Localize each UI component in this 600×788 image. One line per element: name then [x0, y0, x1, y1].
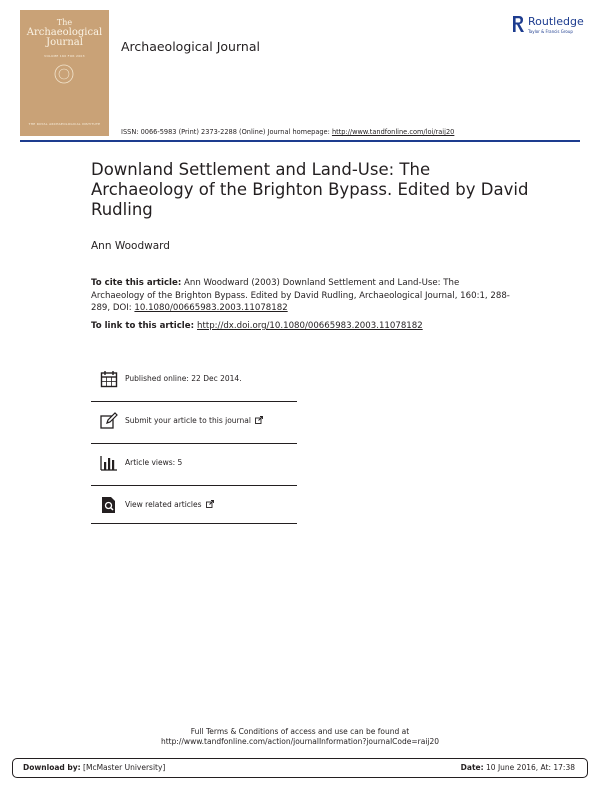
downloaded-by — [23, 763, 165, 772]
published-row — [91, 360, 297, 402]
article-title: Downland Settlement and Land-Use: The Archaeology of the Brighton Bypass. Edited by David Rudling — [91, 160, 529, 219]
related-articles-label: View related articles — [125, 500, 202, 509]
journal-homepage-link[interactable]: http://www.tandfonline.com/loi/raij20 — [331, 128, 455, 136]
header-divider — [20, 140, 580, 142]
cover-publisher: THE ROYAL ARCHAEOLOGICAL INSTITUTE — [28, 122, 101, 126]
downloaded-by-value: [McMaster University] — [80, 763, 166, 772]
article-link-line — [91, 321, 423, 331]
submit-article-label: Submit your article to this journal — [125, 416, 251, 425]
doi-link[interactable]: 10.1080/00665983.2003.11078182 — [134, 303, 288, 313]
related-articles-link[interactable] — [125, 500, 214, 509]
link-label: To link to this article: — [91, 321, 198, 331]
journal-cover-image — [20, 10, 109, 136]
download-date-value: 10 June 2016, At: 17:38 — [483, 763, 575, 772]
brand-name: Routledge — [528, 15, 584, 28]
citation-block — [91, 277, 511, 315]
terms-footer — [0, 727, 600, 747]
bar-chart-icon — [100, 454, 118, 472]
cover-emblem-icon — [52, 62, 76, 86]
cover-volume: VOLUME 160 FOR 2003 — [44, 54, 85, 58]
doi-url-link[interactable]: http://dx.doi.org/10.1080/00665983.2003.11078182 — [197, 321, 423, 331]
issn-line — [121, 128, 454, 136]
issn-text: ISSN: 0066-5983 (Print) 2373-2288 (Online) Journal homepage: — [121, 128, 332, 136]
brand-tagline: Taylor & Francis Group — [528, 29, 573, 34]
calendar-icon — [100, 370, 118, 388]
edit-icon — [100, 412, 118, 430]
article-author: Ann Woodward — [91, 240, 170, 252]
journal-name: Archaeological Journal — [121, 39, 260, 54]
terms-url[interactable]: http://www.tandfonline.com/action/journalInformation?journalCode=raij20 — [160, 737, 440, 746]
download-info-bar — [12, 758, 588, 778]
submit-article-row[interactable] — [91, 402, 297, 444]
download-date — [461, 763, 575, 772]
article-views-row — [91, 444, 297, 486]
download-date-label: Date: — [460, 763, 484, 772]
cover-title: Archaeological Journal — [26, 27, 103, 48]
cite-label: To cite this article: — [91, 278, 182, 288]
related-articles-row[interactable] — [91, 486, 297, 524]
article-views: Article views: 5 — [125, 458, 183, 467]
published-date: Published online: 22 Dec 2014. — [125, 374, 242, 383]
cite-text: Ann Woodward (2003) Downland Settlement and Land-Use: The Archaeology of the Brighton Bypass. Edited by David Rudling, Archaeological Journal, 160:1, 288-289, DOI: — [91, 278, 510, 313]
external-link-icon — [206, 500, 214, 508]
downloaded-by-label: Download by: — [23, 763, 81, 772]
cover-line-the: The — [56, 18, 73, 27]
related-articles-icon — [100, 496, 118, 514]
terms-line: Full Terms & Conditions of access and use can be found at — [190, 727, 410, 736]
routledge-r-icon — [512, 15, 525, 33]
external-link-icon — [255, 416, 263, 424]
submit-article-link[interactable] — [125, 416, 263, 425]
